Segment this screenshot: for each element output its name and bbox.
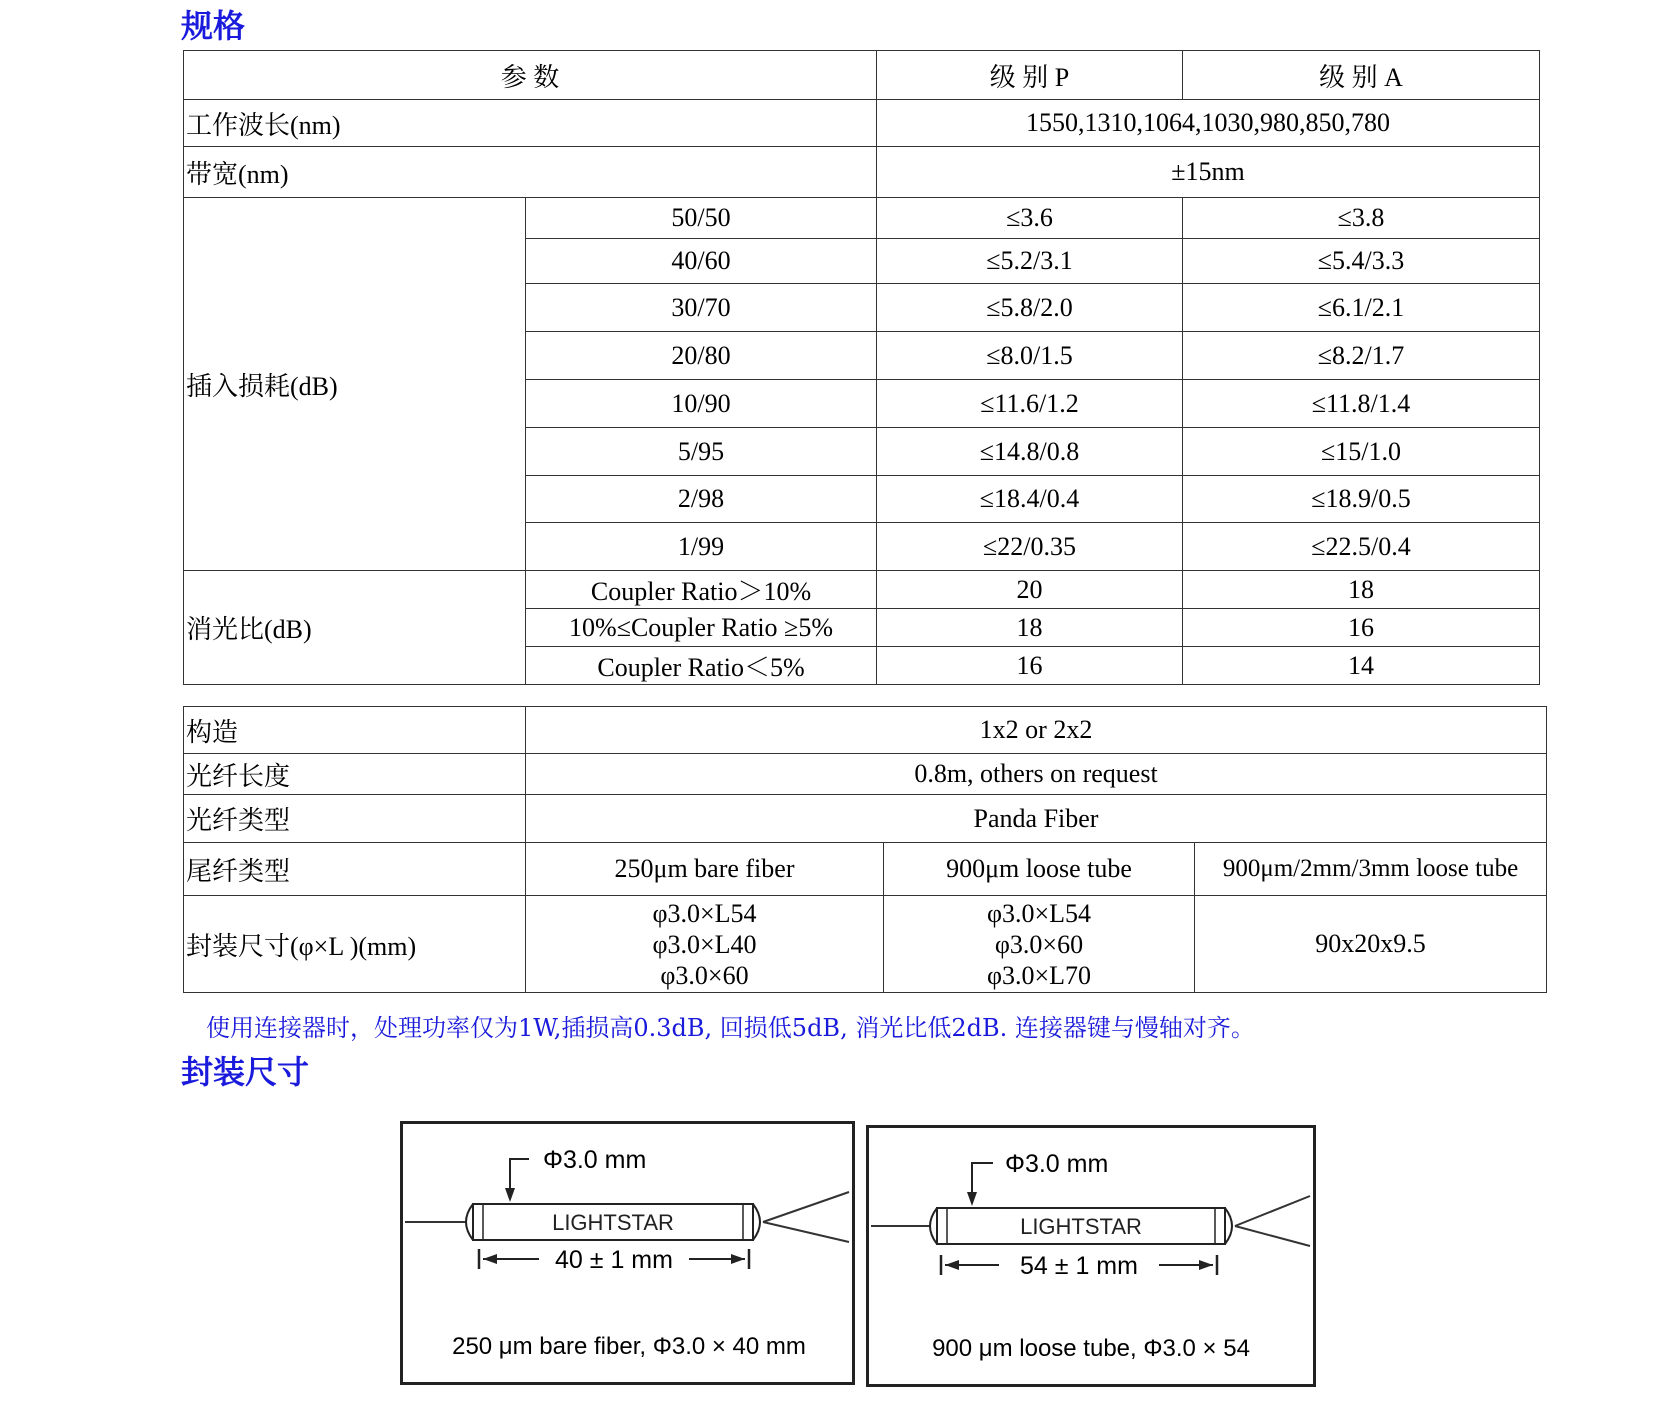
fiber-length-label: 光纤长度	[184, 754, 526, 795]
connector-note: 使用连接器时，处理功率仅为1W,插损高0.3dB, 回损低5dB, 消光比低2dB. 连接器键与慢轴对齐。	[206, 1014, 1255, 1042]
wavelength-label: 工作波长(nm)	[184, 100, 877, 147]
fiber-type-value: Panda Fiber	[526, 795, 1547, 843]
tube-right-cap	[1225, 1208, 1232, 1244]
wavelength-value: 1550,1310,1064,1030,980,850,780	[877, 100, 1540, 147]
il-a: ≤15/1.0	[1183, 428, 1540, 476]
er-a: 18	[1183, 571, 1540, 609]
il-a: ≤3.8	[1183, 198, 1540, 239]
tube-right-cap	[753, 1204, 760, 1240]
header-grade-a: 级 别 A	[1183, 51, 1540, 100]
fiber-length-value: 0.8m, others on request	[526, 754, 1547, 795]
structure-value: 1x2 or 2x2	[526, 707, 1547, 754]
fiber-out-line	[1235, 1226, 1310, 1246]
pigtail-col3: 900μm/2mm/3mm loose tube	[1195, 843, 1547, 896]
insertion-loss-label: 插入损耗(dB)	[184, 198, 526, 571]
diameter-label: Φ3.0 mm	[543, 1146, 647, 1174]
il-ratio: 20/80	[526, 332, 877, 380]
il-p: ≤5.2/3.1	[877, 239, 1183, 284]
spec-table	[183, 50, 1540, 685]
extinction-ratio-label: 消光比(dB)	[184, 571, 526, 685]
package-col2-line: φ3.0×L54	[986, 898, 1092, 928]
pigtail-col2: 900μm loose tube	[884, 843, 1195, 896]
il-ratio: 1/99	[526, 523, 877, 571]
package-col1	[526, 896, 884, 993]
package-row	[184, 896, 1547, 993]
il-row	[184, 198, 1540, 239]
package-label: 封装尺寸(φ×L )(mm)	[184, 896, 526, 993]
tube-left-cap	[466, 1204, 473, 1240]
er-cond: 10%≤Coupler Ratio ≥5%	[526, 609, 877, 647]
il-a: ≤22.5/0.4	[1183, 523, 1540, 571]
fiber-length-row	[184, 754, 1547, 795]
il-p: ≤11.6/1.2	[877, 380, 1183, 428]
length-label: 54 ± 1 mm	[1020, 1252, 1138, 1280]
il-ratio: 5/95	[526, 428, 877, 476]
il-a: ≤6.1/2.1	[1183, 284, 1540, 332]
diagram-caption: 250 μm bare fiber, Φ3.0 × 40 mm	[452, 1333, 806, 1360]
diameter-label: Φ3.0 mm	[1005, 1150, 1109, 1178]
package-diagram-loose-tube	[866, 1125, 1316, 1387]
er-p: 20	[877, 571, 1183, 609]
il-p: ≤18.4/0.4	[877, 476, 1183, 523]
header-param: 参 数	[184, 51, 877, 100]
fiber-out-line	[1235, 1196, 1310, 1226]
il-ratio: 50/50	[526, 198, 877, 239]
er-cond: Coupler Ratio＜5%	[526, 647, 877, 685]
il-p: ≤22/0.35	[877, 523, 1183, 571]
er-p: 16	[877, 647, 1183, 685]
er-cond: Coupler Ratio＞10%	[526, 571, 877, 609]
er-row	[184, 571, 1540, 609]
il-ratio: 30/70	[526, 284, 877, 332]
build-table	[183, 706, 1547, 993]
package-col1-line: φ3.0×L54	[652, 898, 757, 928]
fiber-out-line	[763, 1222, 849, 1242]
length-label: 40 ± 1 mm	[555, 1246, 673, 1274]
diagram-caption: 900 μm loose tube, Φ3.0 × 54	[932, 1335, 1250, 1362]
package-col3: 90x20x9.5	[1195, 896, 1547, 993]
er-a: 16	[1183, 609, 1540, 647]
brand-label: LIGHTSTAR	[552, 1210, 674, 1235]
il-p: ≤8.0/1.5	[877, 332, 1183, 380]
fiber-out-line	[763, 1192, 849, 1222]
il-a: ≤8.2/1.7	[1183, 332, 1540, 380]
package-col2-line: φ3.0×60	[994, 929, 1084, 959]
il-ratio: 40/60	[526, 239, 877, 284]
il-p: ≤3.6	[877, 198, 1183, 239]
wavelength-row	[184, 100, 1540, 147]
structure-row	[184, 707, 1547, 754]
pigtail-label: 尾纤类型	[184, 843, 526, 896]
spec-header-row	[184, 51, 1540, 100]
bandwidth-row	[184, 147, 1540, 198]
bandwidth-value: ±15nm	[877, 147, 1540, 198]
header-grade-p: 级 别 P	[877, 51, 1183, 100]
spec-section-title: 规格	[181, 7, 246, 45]
package-col2	[884, 896, 1195, 993]
il-a: ≤5.4/3.3	[1183, 239, 1540, 284]
fiber-type-label: 光纤类型	[184, 795, 526, 843]
il-ratio: 10/90	[526, 380, 877, 428]
fiber-type-row	[184, 795, 1547, 843]
er-p: 18	[877, 609, 1183, 647]
brand-label: LIGHTSTAR	[1020, 1214, 1142, 1239]
structure-label: 构造	[184, 707, 526, 754]
il-p: ≤5.8/2.0	[877, 284, 1183, 332]
il-p: ≤14.8/0.8	[877, 428, 1183, 476]
er-a: 14	[1183, 647, 1540, 685]
il-ratio: 2/98	[526, 476, 877, 523]
package-diagram-bare-fiber	[400, 1121, 855, 1385]
bandwidth-label: 带宽(nm)	[184, 147, 877, 198]
tube-left-cap	[930, 1208, 937, 1244]
package-section-title: 封装尺寸	[181, 1053, 310, 1091]
diameter-arrowhead	[967, 1192, 977, 1206]
package-col1-line: φ3.0×60	[660, 960, 749, 990]
pigtail-col1: 250μm bare fiber	[526, 843, 884, 896]
package-col2-line: φ3.0×L70	[986, 960, 1092, 990]
diameter-arrowhead	[505, 1188, 515, 1202]
package-col1-line: φ3.0×L40	[652, 929, 757, 959]
il-a: ≤11.8/1.4	[1183, 380, 1540, 428]
pigtail-row	[184, 843, 1547, 896]
il-a: ≤18.9/0.5	[1183, 476, 1540, 523]
